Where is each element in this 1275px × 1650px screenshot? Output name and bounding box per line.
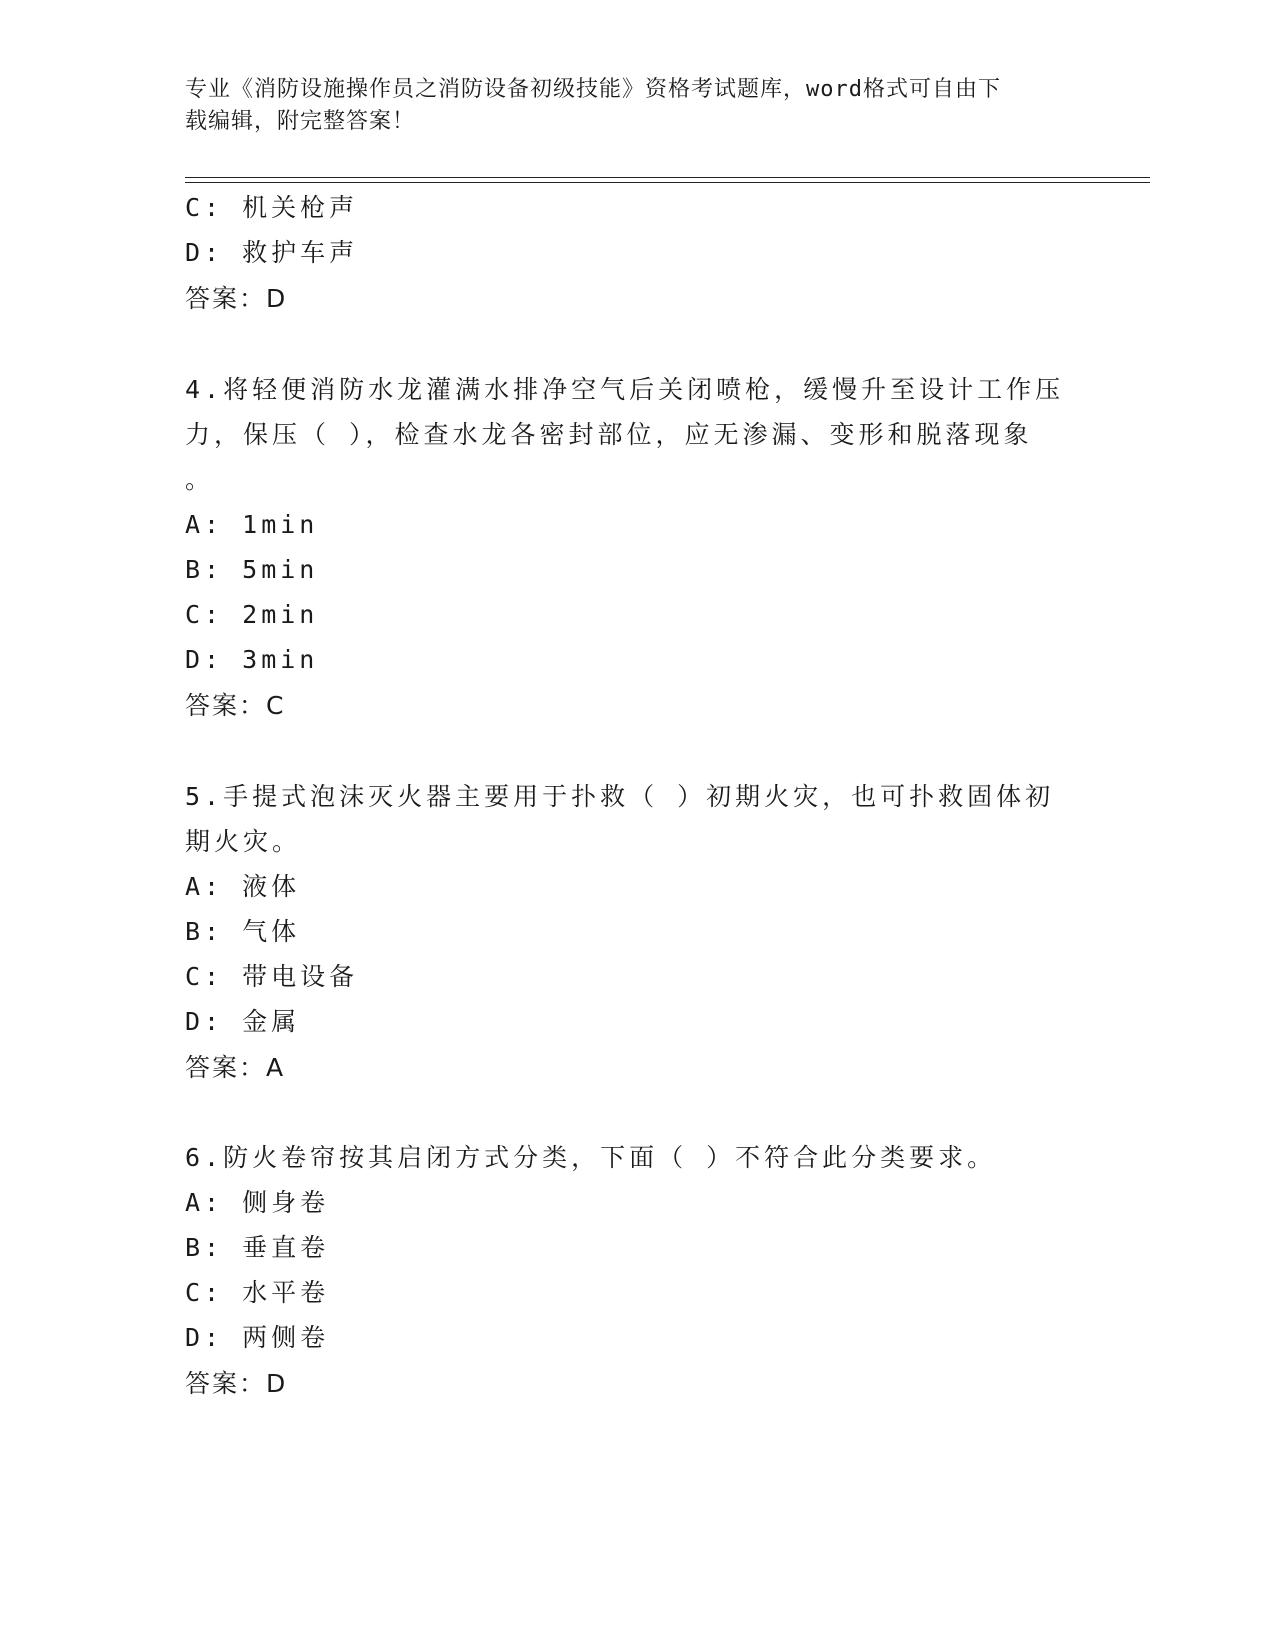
q3-answer: 答案：D [185, 284, 288, 313]
q4-option-a: A: 1min [185, 510, 319, 539]
q5-answer: 答案：A [185, 1053, 286, 1082]
q6-option-a: A: 侧身卷 [185, 1188, 330, 1217]
q6-option-b: B: 垂直卷 [185, 1233, 330, 1262]
q5-stem-line-1: 5.手提式泡沫灭火器主要用于扑救（ ）初期火灾，也可扑救固体初 [185, 782, 1055, 811]
document-header [185, 74, 1065, 138]
q6-option-c: C: 水平卷 [185, 1278, 330, 1307]
q6-stem-line-1: 6.防火卷帘按其启闭方式分类，下面（ ）不符合此分类要求。 [185, 1143, 997, 1172]
q4-stem-line-3: 。 [185, 465, 215, 494]
q5-stem-line-2: 期火灾。 [185, 827, 302, 856]
q4-stem-line-1: 4.将轻便消防水龙灌满水排净空气后关闭喷枪，缓慢升至设计工作压 [185, 375, 1065, 404]
q3-option-d: D: 救护车声 [185, 238, 359, 267]
header-divider-top [185, 177, 1150, 178]
q4-option-b: B: 5min [185, 555, 319, 584]
q5-option-b: B: 气体 [185, 917, 301, 946]
q3-option-c: C: 机关枪声 [185, 193, 359, 222]
header-divider-bottom [185, 182, 1150, 183]
q5-option-d: D: 金属 [185, 1007, 301, 1036]
header-line-2: 载编辑，附完整答案！ [185, 109, 416, 134]
q6-answer: 答案：D [185, 1369, 288, 1398]
q4-option-d: D: 3min [185, 645, 319, 674]
header-line-1: 专业《消防设施操作员之消防设备初级技能》资格考试题库，word格式可自由下 [185, 77, 1001, 102]
q4-option-c: C: 2min [185, 600, 319, 629]
q4-answer: 答案：C [185, 691, 286, 720]
q5-option-a: A: 液体 [185, 872, 301, 901]
q4-stem-line-2: 力，保压（ ），检查水龙各密封部位，应无渗漏、变形和脱落现象 [185, 420, 1033, 449]
q5-option-c: C: 带电设备 [185, 962, 359, 991]
q6-option-d: D: 两侧卷 [185, 1323, 330, 1352]
